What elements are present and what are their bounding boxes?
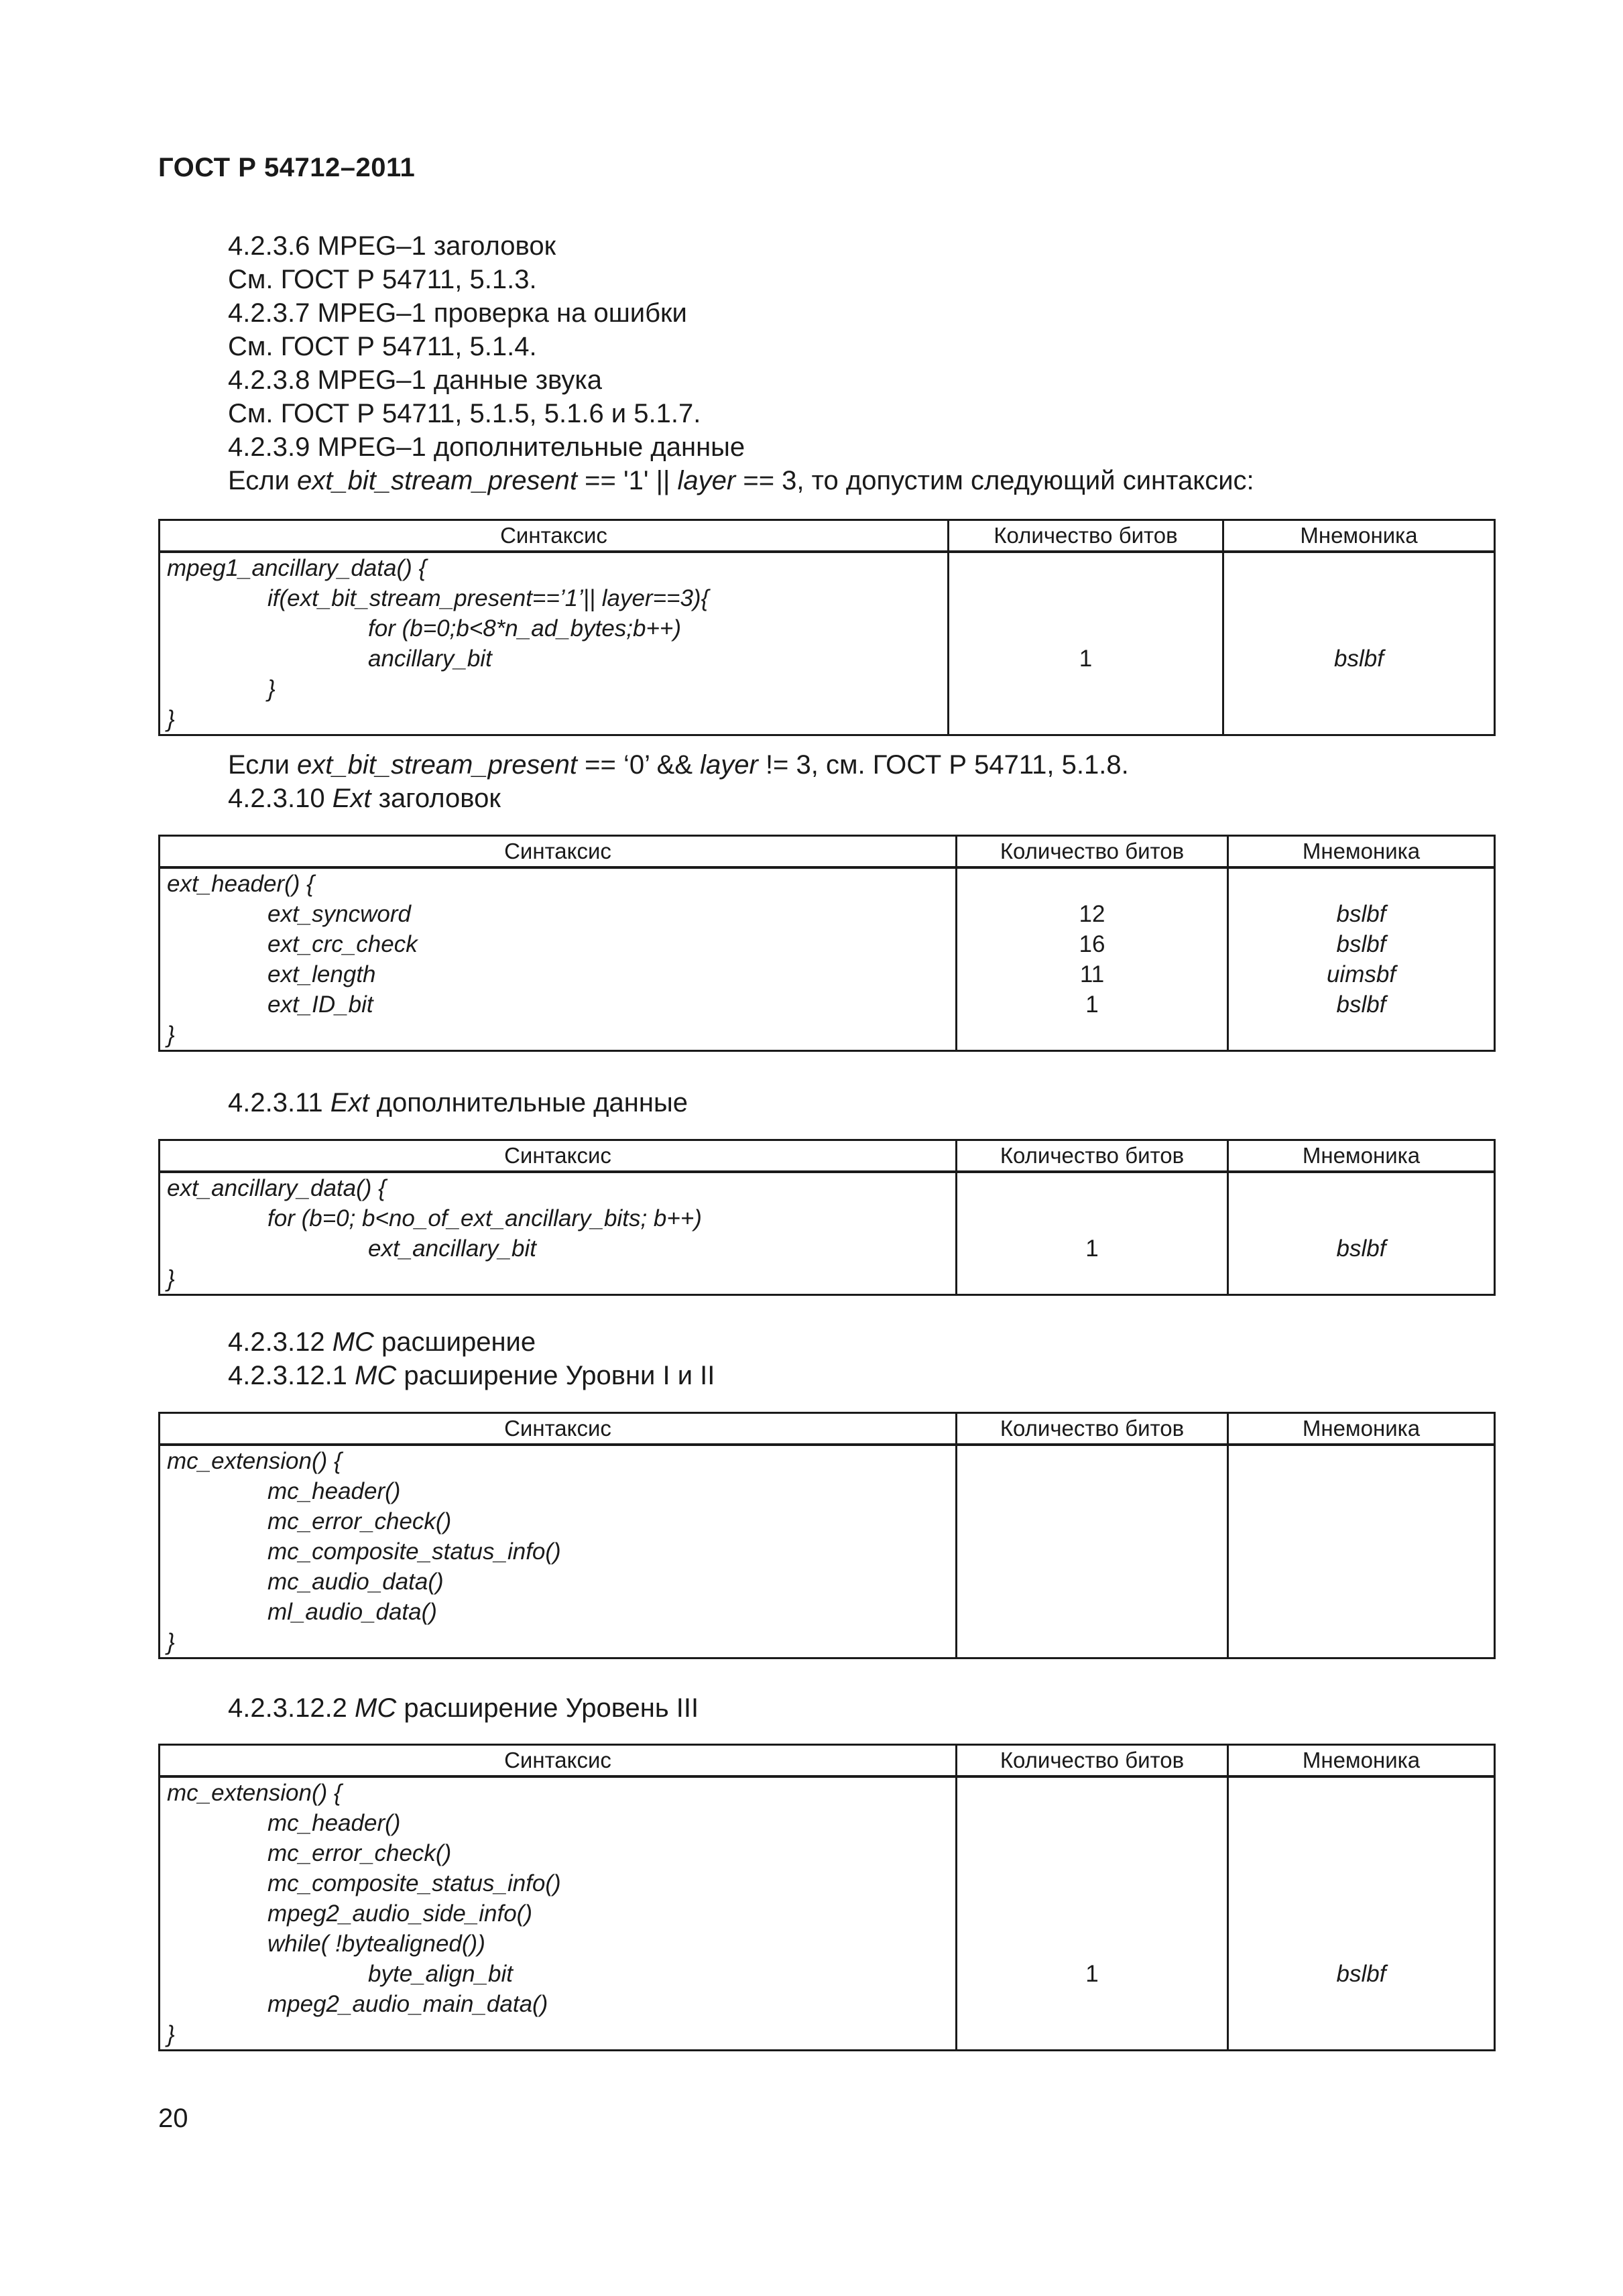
col-header-bits: Количество битов — [955, 1746, 1227, 1775]
heading-num: 4.2.3.12.1 — [228, 1361, 355, 1390]
table-header — [160, 837, 1494, 869]
heading-rest: расширение Уровни I и II — [396, 1361, 715, 1390]
heading-num: 4.2.3.12 — [228, 1327, 333, 1357]
syntax-line: ext_ancillary_data() { — [167, 1175, 386, 1201]
syntax-line: for (b=0;b<8*n_ad_bytes;b++) — [368, 615, 682, 642]
col-header-bits: Количество битов — [947, 521, 1222, 550]
mnemonic-column — [1227, 869, 1494, 1050]
syntax-line: ext_length — [267, 961, 376, 987]
table-body — [160, 553, 1494, 734]
syntax-line: ancillary_bit — [368, 646, 492, 672]
col-header-bits: Количество битов — [955, 837, 1227, 866]
col-header-syntax: Синтаксис — [504, 1748, 611, 1772]
section-4-2-3-7-ref: См. ГОСТ Р 54711, 5.1.4. — [228, 332, 537, 361]
table-header — [160, 1414, 1494, 1446]
table-mpeg1-ancillary-data — [158, 519, 1496, 736]
cond2-var2: layer — [700, 750, 758, 780]
table-header — [160, 1746, 1494, 1778]
col-header-mnemonic: Мнемоника — [1222, 521, 1494, 550]
bits-value: 16 — [1079, 931, 1105, 957]
col-header-bits: Количество битов — [955, 1141, 1227, 1170]
mnemonic-value: uimsbf — [1326, 961, 1396, 987]
section-4-2-3-12-1-title — [228, 1359, 715, 1392]
heading-num: 4.2.3.12.2 — [228, 1693, 355, 1723]
table-body — [160, 1778, 1494, 2049]
syntax-column — [160, 869, 955, 1050]
syntax-line: ml_audio_data() — [267, 1599, 437, 1625]
section-4-2-3-10-title — [228, 782, 501, 815]
cond2-pre: Если — [228, 750, 298, 780]
table-mc-extension-l1-l2 — [158, 1412, 1496, 1659]
heading-italic: MC — [332, 1327, 374, 1357]
syntax-line: mc_header() — [267, 1810, 401, 1836]
syntax-line: } — [167, 1266, 175, 1292]
section-4-2-3-9-title: 4.2.3.9 MPEG–1 дополнительные данные — [228, 432, 745, 462]
section-4-2-3-11-title — [228, 1086, 688, 1120]
cond1-post: == 3, то допустим следующий синтаксис: — [735, 466, 1254, 495]
syntax-line: mc_audio_data() — [267, 1569, 444, 1595]
page-number: 20 — [158, 2104, 188, 2133]
cond1-var2: layer — [677, 466, 736, 495]
section-4-2-3-12-2-title — [228, 1691, 699, 1725]
syntax-line: mc_composite_status_info() — [267, 1538, 561, 1565]
mnemonic-value: bslbf — [1336, 931, 1386, 957]
bits-value: 1 — [1085, 1235, 1099, 1262]
bits-value: 1 — [1085, 991, 1099, 1018]
bits-column — [947, 553, 1222, 734]
syntax-line: mc_extension() { — [167, 1448, 342, 1474]
syntax-line: mc_error_check() — [267, 1508, 452, 1534]
syntax-line: ext_syncword — [267, 901, 411, 927]
heading-rest: расширение Уровень III — [396, 1693, 699, 1723]
cond1-mid: == '1' || — [577, 466, 678, 495]
bits-column — [955, 869, 1227, 1050]
col-header-syntax: Синтаксис — [504, 1143, 611, 1168]
bits-value: 1 — [1085, 1961, 1099, 1987]
cond1-pre: Если — [228, 466, 298, 495]
syntax-line: for (b=0; b<no_of_ext_ancillary_bits; b++) — [267, 1205, 702, 1231]
syntax-line: } — [167, 2021, 175, 2047]
section-4-2-3-12-title — [228, 1325, 536, 1359]
mnemonic-column — [1222, 553, 1494, 734]
syntax-line: } — [167, 706, 175, 732]
col-header-mnemonic: Мнемоника — [1227, 1746, 1494, 1775]
table-mc-extension-l3 — [158, 1744, 1496, 2051]
syntax-line: } — [167, 1022, 175, 1048]
heading-num: 4.2.3.11 — [228, 1088, 330, 1117]
table-body — [160, 1173, 1494, 1294]
bits-value: 1 — [1079, 646, 1093, 672]
mnemonic-column — [1227, 1446, 1494, 1657]
syntax-line: ext_ID_bit — [267, 991, 373, 1018]
syntax-line: mpeg1_ancillary_data() { — [167, 555, 427, 581]
syntax-line: while( !bytealigned()) — [267, 1931, 485, 1957]
table-ext-ancillary-data — [158, 1139, 1496, 1296]
cond2-mid: == ‘0’ && — [577, 750, 701, 780]
bits-value: 12 — [1079, 901, 1105, 927]
col-header-mnemonic: Мнемоника — [1227, 837, 1494, 866]
heading-rest: расширение — [373, 1327, 536, 1357]
syntax-line: } — [167, 1629, 175, 1655]
heading-italic: Ext — [332, 784, 371, 813]
bits-column — [955, 1446, 1227, 1657]
syntax-line: mc_extension() { — [167, 1780, 342, 1806]
col-header-syntax: Синтаксис — [500, 523, 607, 548]
mnemonic-value: bslbf — [1336, 901, 1386, 927]
heading-num: 4.2.3.10 — [228, 784, 333, 813]
cond1-var1: ext_bit_stream_present — [297, 466, 578, 495]
cond2-var1: ext_bit_stream_present — [297, 750, 578, 780]
heading-italic: MC — [355, 1693, 397, 1723]
heading-italic: MC — [355, 1361, 397, 1390]
bits-column — [955, 1173, 1227, 1294]
syntax-line: ext_header() { — [167, 871, 314, 897]
table-body — [160, 1446, 1494, 1657]
bits-column — [955, 1778, 1227, 2049]
mnemonic-value: bslbf — [1336, 1235, 1386, 1262]
syntax-column — [160, 1173, 955, 1294]
mnemonic-value: bslbf — [1336, 991, 1386, 1018]
bits-value: 11 — [1079, 961, 1105, 987]
syntax-line: mpeg2_audio_main_data() — [267, 1991, 548, 2017]
condition-paragraph-1 — [228, 464, 1254, 497]
table-ext-header — [158, 835, 1496, 1052]
syntax-column — [160, 1778, 955, 2049]
section-4-2-3-8-title: 4.2.3.8 MPEG–1 данные звука — [228, 365, 603, 395]
table-body — [160, 869, 1494, 1050]
condition-paragraph-2 — [228, 748, 1129, 782]
mnemonic-value: bslbf — [1334, 646, 1384, 672]
table-header — [160, 521, 1494, 553]
mnemonic-value: bslbf — [1336, 1961, 1386, 1987]
col-header-mnemonic: Мнемоника — [1227, 1141, 1494, 1170]
mnemonic-column — [1227, 1778, 1494, 2049]
syntax-line: mc_composite_status_info() — [267, 1870, 561, 1896]
syntax-column — [160, 1446, 955, 1657]
heading-rest: дополнительные данные — [369, 1088, 688, 1117]
syntax-column — [160, 553, 947, 734]
col-header-bits: Количество битов — [955, 1414, 1227, 1443]
section-4-2-3-6-title: 4.2.3.6 MPEG–1 заголовок — [228, 231, 556, 261]
col-header-syntax: Синтаксис — [504, 1416, 611, 1441]
syntax-line: byte_align_bit — [368, 1961, 513, 1987]
section-4-2-3-8-ref: См. ГОСТ Р 54711, 5.1.5, 5.1.6 и 5.1.7. — [228, 399, 701, 428]
table-header — [160, 1141, 1494, 1173]
cond2-post: != 3, см. ГОСТ Р 54711, 5.1.8. — [758, 750, 1129, 780]
syntax-line: } — [267, 676, 276, 702]
mnemonic-column — [1227, 1173, 1494, 1294]
heading-rest: заголовок — [371, 784, 501, 813]
section-4-2-3-6-ref: См. ГОСТ Р 54711, 5.1.3. — [228, 265, 537, 294]
col-header-mnemonic: Мнемоника — [1227, 1414, 1494, 1443]
syntax-line: if(ext_bit_stream_present==’1’|| layer==3){ — [267, 585, 709, 611]
section-4-2-3-7-title: 4.2.3.7 MPEG–1 проверка на ошибки — [228, 298, 687, 328]
syntax-line: ext_ancillary_bit — [368, 1235, 536, 1262]
syntax-line: mpeg2_audio_side_info() — [267, 1900, 532, 1927]
document-code: ГОСТ Р 54712–2011 — [158, 153, 416, 182]
heading-italic: Ext — [330, 1088, 369, 1117]
col-header-syntax: Синтаксис — [504, 839, 611, 863]
syntax-line: ext_crc_check — [267, 931, 418, 957]
syntax-line: mc_error_check() — [267, 1840, 452, 1866]
syntax-line: mc_header() — [267, 1478, 401, 1504]
